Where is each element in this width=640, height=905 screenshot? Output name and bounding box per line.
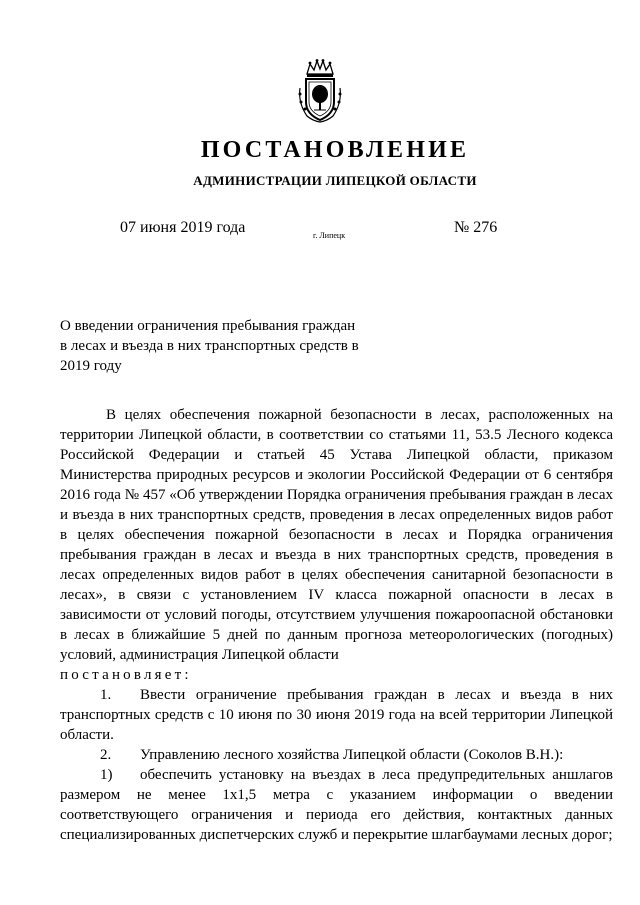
list-item-text: Управлению лесного хозяйства Липецкой области (Соколов В.Н.):	[140, 747, 564, 763]
document-subject: О введении ограничения пребывания граждан в лесах и въезда в них транспортных средств в 2019 году	[60, 318, 359, 374]
document-city: г. Липецк	[313, 231, 346, 240]
list-item	[60, 745, 613, 765]
list-item-number: 2.	[100, 747, 112, 763]
list-item	[60, 765, 613, 845]
document-body	[60, 405, 613, 845]
list-item-number: 1)	[100, 767, 113, 783]
list-item-text: обеспечить установку на въездах в леса предупредительных аншлагов размером не менее 1х1,5 метра с указанием информации о введении соответствующего ограничения и периода его действия, контактных данных специализированных диспетчерских служб и перекрытие шлагбаумами лесных дорог;	[60, 767, 613, 843]
list-item	[60, 685, 613, 745]
list-item-text: Ввести ограничение пребывания граждан в лесах и въезда в них транспортных средств с 10 июня по 30 июня 2019 года на всей территории Липецкой области.	[60, 687, 613, 743]
document-title: ПОСТАНОВЛЕНИЕ	[200, 137, 470, 163]
document-date: 07 июня 2019 года	[120, 219, 246, 236]
resolution-word: постановляет:	[60, 667, 192, 683]
coat-of-arms-icon	[297, 58, 343, 124]
preamble-paragraph: В целях обеспечения пожарной безопасности в лесах, расположенных на территории Липецкой области, в соответствии со статьями 11, 53.5 Лесного кодекса Российской Федерации и статьей 45 Устава Липецкой области, приказом Министерства природных ресурсов и экологии Российской Федерации от 6 сентября 2016 года № 457 «Об утверждении Порядка ограничения пребывания граждан в лесах и въезда в них транспортных средств, проведения в лесах определенных видов работ в целях обеспечения пожарной безопасности в лесах и Порядка ограничения пребывания граждан в лесах и въезда в них транспортных средств, проведения в лесах определенных видов работ в целях обеспечения санитарной безопасности в лесах», в связи с установлением IV класса пожарной опасности в лесах в зависимости от условий погоды, отсутствием улучшения пожароопасной обстановки в лесах в ближайшие 5 дней по данным прогноза метеорологических (погодных) условий, администрация Липецкой области	[60, 407, 613, 663]
issuing-authority: АДМИНИСТРАЦИИ ЛИПЕЦКОЙ ОБЛАСТИ	[193, 173, 477, 188]
list-item-number: 1.	[100, 687, 112, 703]
document-number: № 276	[454, 219, 498, 236]
